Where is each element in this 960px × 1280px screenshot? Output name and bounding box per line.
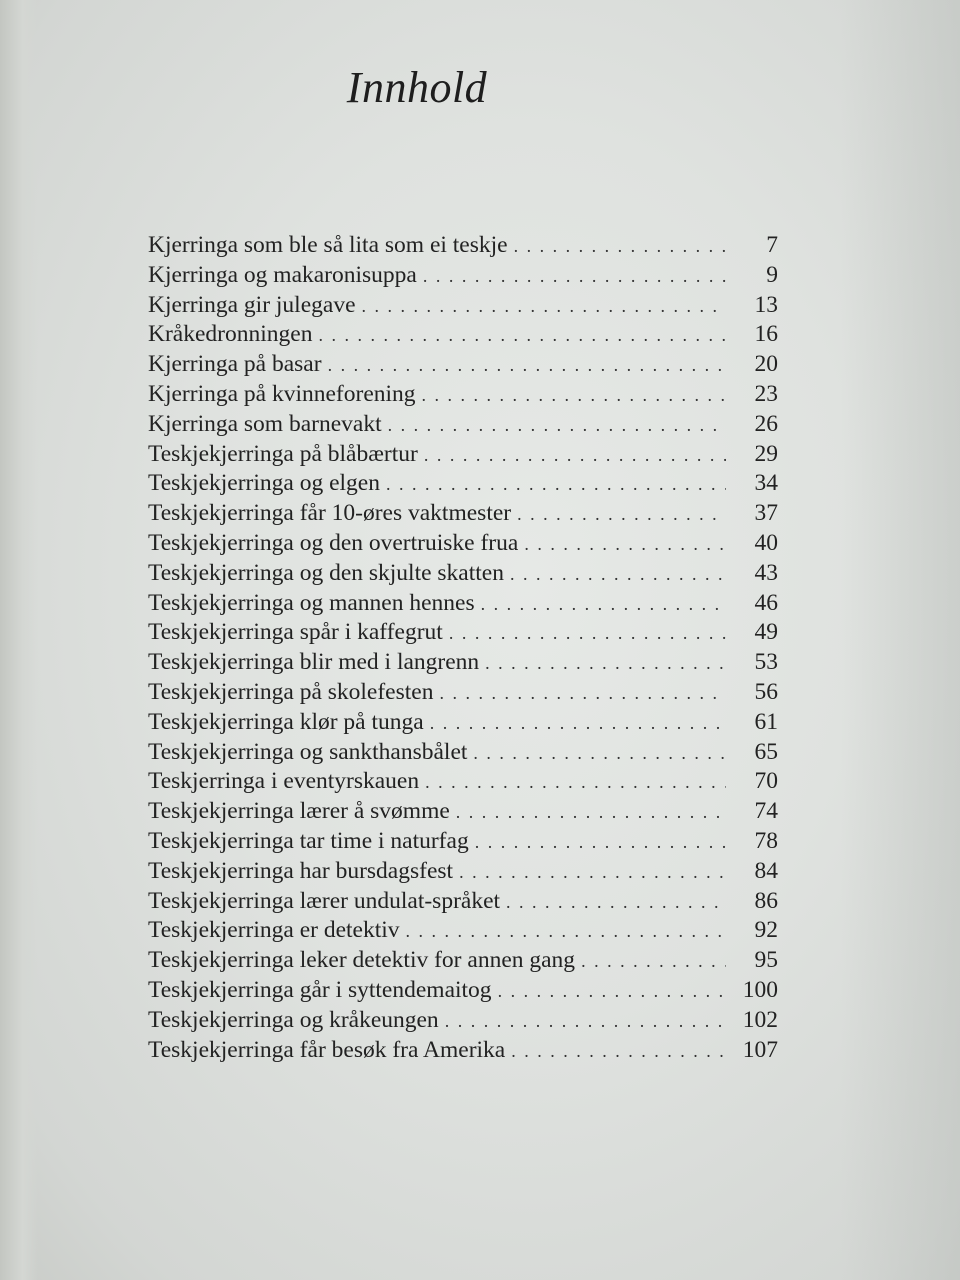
toc-entry-page-number: 13 (754, 291, 778, 318)
toc-entry-page-number: 102 (742, 1006, 778, 1033)
toc-entry-page-number: 29 (754, 440, 778, 467)
dot-leader (328, 355, 726, 376)
dot-leader (456, 802, 726, 823)
toc-entry-page-number: 92 (754, 917, 778, 944)
toc-entry-page-number: 65 (754, 738, 778, 765)
toc-entry (148, 590, 778, 620)
toc-entry (148, 798, 778, 828)
toc-entry-title: Teskjekjerringa og elgen (148, 470, 380, 497)
dot-leader (475, 832, 726, 853)
toc-entry (148, 381, 778, 411)
toc-entry (148, 679, 778, 709)
dot-leader (422, 385, 726, 406)
dot-leader (498, 981, 726, 1002)
toc-entry (148, 709, 778, 739)
toc-entry-page-number: 107 (742, 1036, 778, 1063)
page-shadow (840, 0, 960, 1280)
toc-entry-page-number: 16 (754, 321, 778, 348)
dot-leader (459, 862, 726, 883)
toc-entry-title: Teskjekjerringa blir med i langrenn (148, 649, 480, 676)
toc-entry-page-number: 86 (754, 887, 778, 914)
toc-entry-page-number: 74 (754, 798, 778, 825)
toc-entry-title: Teskjekjerringa har bursdagsfest (148, 857, 454, 884)
toc-entry-title: Teskjekjerringa på skolefesten (148, 678, 434, 705)
toc-entry-title: Kråkedronningen (148, 321, 313, 348)
page-left-edge (0, 0, 38, 1280)
toc-entry (148, 1037, 778, 1067)
toc-entry-page-number: 9 (766, 261, 778, 288)
dot-leader (425, 772, 726, 793)
toc-entry (148, 411, 778, 441)
toc-entry (148, 828, 778, 858)
dot-leader (524, 534, 726, 555)
dot-leader (473, 743, 726, 764)
toc-entry-title: Teskjekjerringa leker detektiv for annen gang (148, 947, 576, 974)
dot-leader (424, 445, 726, 466)
toc-entry (148, 321, 778, 351)
toc-entry (148, 619, 778, 649)
toc-entry (148, 1007, 778, 1037)
toc-entry (148, 917, 778, 947)
toc-entry (148, 500, 778, 530)
toc-entry-title: Teskjekjerringa tar time i naturfag (148, 827, 469, 854)
dot-leader (362, 296, 727, 317)
toc-entry-title: Teskjekjerringa på blåbærtur (148, 440, 418, 467)
toc-entry-title: Teskjerringa i eventyrskauen (148, 768, 420, 795)
toc-entry (148, 947, 778, 977)
toc-entry-title: Kjerringa og makaronisuppa (148, 261, 417, 288)
dot-leader (514, 236, 726, 257)
page-title: Innhold (346, 63, 488, 112)
toc-entry-title: Teskjekjerringa får besøk fra Amerika (148, 1036, 506, 1063)
toc-entry (148, 441, 778, 471)
toc-entry (148, 530, 778, 560)
toc-entry-page-number: 78 (754, 827, 778, 854)
toc-entry-title: Kjerringa gir julegave (148, 291, 356, 318)
dot-leader (430, 713, 726, 734)
toc-entry (148, 560, 778, 590)
toc-entry (148, 292, 778, 322)
dot-leader (439, 683, 726, 704)
toc-entry-page-number: 95 (754, 947, 778, 974)
toc-entry-page-number: 7 (766, 232, 778, 258)
toc-entry-title: Teskjekjerringa og sankthansbålet (148, 738, 468, 765)
toc-entry-page-number: 23 (754, 380, 778, 407)
toc-entry-title: Teskjekjerringa er detektiv (148, 917, 400, 944)
dot-leader (511, 1041, 726, 1062)
toc-entry-page-number: 40 (754, 529, 778, 556)
toc-entry (148, 649, 778, 679)
toc-entry-page-number: 20 (754, 351, 778, 378)
toc-entry-page-number: 100 (742, 976, 778, 1003)
dot-leader (581, 951, 726, 972)
toc-entry-title: Teskjekjerringa går i syttendemaitog (148, 976, 492, 1003)
toc-entry-page-number: 84 (754, 857, 778, 884)
table-of-contents (148, 232, 778, 1066)
dot-leader (506, 892, 726, 913)
toc-entry-title: Teskjekjerringa og den skjulte skatten (148, 559, 504, 586)
dot-leader (386, 474, 726, 495)
toc-entry-page-number: 56 (754, 678, 778, 705)
toc-entry (148, 262, 778, 292)
toc-entry-page-number: 49 (754, 619, 778, 646)
dot-leader (485, 653, 726, 674)
toc-entry-title: Kjerringa som ble så lita som ei teskje (148, 232, 508, 258)
toc-entry (148, 858, 778, 888)
toc-entry-page-number: 70 (754, 768, 778, 795)
toc-entry-title: Kjerringa på basar (148, 351, 322, 378)
toc-entry-title: Teskjekjerringa lærer undulat-språket (148, 887, 501, 914)
dot-leader (517, 504, 726, 525)
toc-entry-title: Kjerringa på kvinneforening (148, 380, 416, 407)
toc-entry (148, 351, 778, 381)
toc-entry (148, 232, 778, 262)
toc-entry-page-number: 37 (754, 500, 778, 527)
toc-entry-page-number: 46 (754, 589, 778, 616)
toc-entry (148, 739, 778, 769)
toc-entry (148, 977, 778, 1007)
toc-entry-title: Teskjekjerringa og den overtruiske frua (148, 529, 519, 556)
toc-entry-page-number: 26 (754, 410, 778, 437)
dot-leader (388, 415, 726, 436)
dot-leader (318, 325, 726, 346)
toc-entry (148, 768, 778, 798)
toc-entry-title: Teskjekjerringa lærer å svømme (148, 798, 450, 825)
toc-entry (148, 888, 778, 918)
toc-entry-title: Teskjekjerringa spår i kaffegrut (148, 619, 443, 646)
toc-entry-title: Teskjekjerringa klør på tunga (148, 708, 424, 735)
dot-leader (481, 594, 726, 615)
toc-entry-title: Teskjekjerringa får 10-øres vaktmester (148, 500, 512, 527)
dot-leader (449, 623, 726, 644)
toc-entry-title: Kjerringa som barnevakt (148, 410, 382, 437)
toc-entry-page-number: 34 (754, 470, 778, 497)
toc-entry-title: Teskjekjerringa og mannen hennes (148, 589, 475, 616)
dot-leader (510, 564, 726, 585)
toc-entry-title: Teskjekjerringa og kråkeungen (148, 1006, 439, 1033)
dot-leader (445, 1011, 726, 1032)
toc-entry-page-number: 43 (754, 559, 778, 586)
toc-entry (148, 470, 778, 500)
dot-leader (406, 921, 726, 942)
toc-entry-page-number: 53 (754, 649, 778, 676)
toc-entry-page-number: 61 (754, 708, 778, 735)
dot-leader (423, 266, 726, 287)
